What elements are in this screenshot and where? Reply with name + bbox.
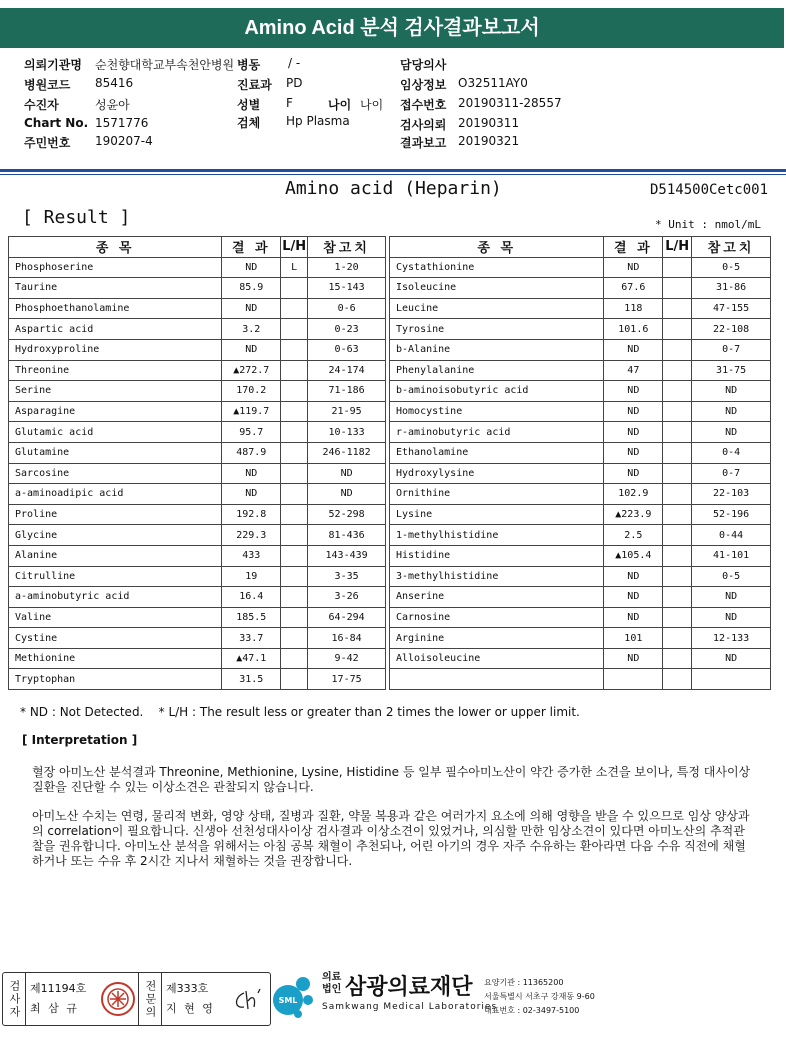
table-row — [9, 669, 386, 690]
header-ref: 참고치 — [308, 237, 386, 258]
analyte-lh — [281, 587, 308, 608]
analyte-reference: 24-174 — [308, 360, 386, 381]
institution-number: 요양기관 : 11365200 — [484, 978, 564, 987]
analyte-name: Lysine — [390, 504, 604, 525]
table-row — [390, 484, 771, 505]
table-row — [390, 628, 771, 649]
analyte-lh — [281, 607, 308, 628]
analyte-lh — [281, 525, 308, 546]
report-date-value: 20190321 — [458, 134, 520, 148]
analyte-result: 102.9 — [604, 484, 663, 505]
analyte-result: 33.7 — [222, 628, 281, 649]
results-table-left — [8, 236, 386, 690]
analyte-reference: 0-44 — [692, 525, 771, 546]
analyte-reference: ND — [692, 401, 771, 422]
analyte-result: ND — [604, 442, 663, 463]
analyte-reference: 3-26 — [308, 587, 386, 608]
chart-value: 1571776 — [95, 116, 149, 130]
analyte-name: Carnosine — [390, 607, 604, 628]
analyte-name: Aspartic acid — [9, 319, 222, 340]
analyte-reference: 10-133 — [308, 422, 386, 443]
analyte-result: ▲105.4 — [604, 545, 663, 566]
analyte-name — [390, 669, 604, 690]
analyte-name: 1-methylhistidine — [390, 525, 604, 546]
analyte-lh — [663, 422, 692, 443]
analyte-reference: ND — [692, 607, 771, 628]
analyte-result: ND — [222, 463, 281, 484]
analyte-name: Valine — [9, 607, 222, 628]
interpretation-header: [ Interpretation ] — [22, 733, 138, 747]
sex-label: 성별 — [237, 98, 261, 112]
table-row — [390, 257, 771, 278]
table-row — [9, 525, 386, 546]
analyte-lh — [663, 566, 692, 587]
analyte-reference: 47-155 — [692, 298, 771, 319]
report-title: Amino Acid 분석 검사결과보고서 — [0, 8, 784, 48]
org-name: 삼광의료재단 — [345, 975, 473, 1000]
analyte-lh — [663, 628, 692, 649]
analyte-result: ND — [222, 484, 281, 505]
analyte-lh — [663, 298, 692, 319]
examiner-label: 검사자 — [3, 973, 26, 1025]
analyte-result: 118 — [604, 298, 663, 319]
interpretation-body — [32, 765, 752, 883]
analyte-reference: 143-439 — [308, 545, 386, 566]
analyte-name: Cystine — [9, 628, 222, 649]
ward-value: / - — [288, 56, 301, 70]
analyte-result: 47 — [604, 360, 663, 381]
table-row — [9, 587, 386, 608]
table-row — [9, 442, 386, 463]
clinical-label: 임상정보 — [400, 78, 447, 92]
analyte-result: ▲119.7 — [222, 401, 281, 422]
analyte-name: Threonine — [9, 360, 222, 381]
code-value: 85416 — [95, 76, 134, 90]
table-row — [390, 381, 771, 402]
analyte-lh — [663, 257, 692, 278]
analyte-reference: 1-20 — [308, 257, 386, 278]
analyte-result: ND — [604, 566, 663, 587]
seal-icon — [100, 981, 136, 1017]
analyte-result: 487.9 — [222, 442, 281, 463]
dept-value: PD — [286, 76, 303, 90]
analyte-reference: 0-5 — [692, 257, 771, 278]
analyte-result — [604, 669, 663, 690]
table-row — [390, 669, 771, 690]
analyte-lh — [281, 360, 308, 381]
analyte-name: 3-methylhistidine — [390, 566, 604, 587]
analyte-result: ▲223.9 — [604, 504, 663, 525]
analyte-name: Cystathionine — [390, 257, 604, 278]
footnote: * ND : Not Detected. * L/H : The result less or greater than 2 times the lower or upper limit. — [20, 705, 580, 719]
analyte-name: a-aminobutyric acid — [9, 587, 222, 608]
table-row — [9, 463, 386, 484]
specialist-name: 지 현 영 — [166, 1002, 215, 1015]
analyte-name: Ornithine — [390, 484, 604, 505]
dept-label: 진료과 — [237, 78, 272, 92]
table-row — [9, 298, 386, 319]
analyte-lh — [663, 463, 692, 484]
logo-text: SML — [278, 996, 298, 1005]
analyte-lh — [663, 545, 692, 566]
analyte-result: ND — [604, 339, 663, 360]
analyte-name: Alloisoleucine — [390, 648, 604, 669]
analyte-name: b-Alanine — [390, 339, 604, 360]
analyte-result: ND — [604, 648, 663, 669]
analyte-name: Proline — [9, 504, 222, 525]
org-phone: 대표번호 : 02-3497-5100 — [484, 1006, 580, 1015]
analyte-reference: ND — [308, 463, 386, 484]
header-lh: L/H — [663, 237, 692, 258]
analyte-result: ND — [604, 587, 663, 608]
table-row — [9, 484, 386, 505]
analyte-lh — [281, 278, 308, 299]
table-row — [390, 422, 771, 443]
table-row — [9, 319, 386, 340]
analyte-name: Histidine — [390, 545, 604, 566]
table-row — [390, 545, 771, 566]
analyte-lh: L — [281, 257, 308, 278]
analyte-reference: 81-436 — [308, 525, 386, 546]
analyte-result: ND — [604, 422, 663, 443]
analyte-name: Leucine — [390, 298, 604, 319]
table-row — [390, 319, 771, 340]
analyte-name: Phenylalanine — [390, 360, 604, 381]
test-name: Amino acid (Heparin) — [285, 178, 502, 199]
table-row — [9, 381, 386, 402]
analyte-reference: ND — [692, 422, 771, 443]
analyte-reference: 52-298 — [308, 504, 386, 525]
analyte-lh — [281, 463, 308, 484]
org-address: 서울특별시 서초구 강재동 9-60 — [484, 992, 595, 1001]
header-result: 결 과 — [222, 237, 281, 258]
analyte-reference: 52-196 — [692, 504, 771, 525]
report-code: D514500Cetc001 — [650, 182, 769, 198]
analyte-reference: 22-108 — [692, 319, 771, 340]
analyte-lh — [663, 504, 692, 525]
table-row — [9, 422, 386, 443]
analyte-reference: 15-143 — [308, 278, 386, 299]
analyte-name: Methionine — [9, 648, 222, 669]
patient-value: 성윤아 — [95, 98, 130, 112]
analyte-name: Tryptophan — [9, 669, 222, 690]
ward-label: 병동 — [237, 58, 261, 72]
examiner-number: 제11194호 — [30, 982, 87, 995]
analyte-reference: 0-63 — [308, 339, 386, 360]
analyte-lh — [281, 484, 308, 505]
table-row — [390, 504, 771, 525]
divider-thin — [0, 174, 786, 175]
analyte-result: 85.9 — [222, 278, 281, 299]
analyte-result: 192.8 — [222, 504, 281, 525]
analyte-name: Ethanolamine — [390, 442, 604, 463]
table-row — [390, 360, 771, 381]
request-label: 검사의뢰 — [400, 118, 447, 132]
org-type: 의료법인 — [322, 972, 342, 995]
analyte-name: Citrulline — [9, 566, 222, 587]
doctor-label: 담당의사 — [400, 58, 447, 72]
analyte-name: a-aminoadipic acid — [9, 484, 222, 505]
table-row — [9, 648, 386, 669]
analyte-result: ND — [604, 463, 663, 484]
analyte-lh — [281, 442, 308, 463]
analyte-result: 2.5 — [604, 525, 663, 546]
analyte-result: 101.6 — [604, 319, 663, 340]
table-row — [9, 607, 386, 628]
interpretation-paragraph: 혈장 아미노산 분석결과 Threonine, Methionine, Lysine, Histidine 등 일부 필수아미노산이 약간 증가한 소견을 보이나, 특정 대사이상질환을 진단할 수 있는 이상소견은 관찰되지 않습니다. — [32, 765, 751, 794]
table-row — [390, 278, 771, 299]
analyte-reference: 64-294 — [308, 607, 386, 628]
table-row — [9, 566, 386, 587]
analyte-result: 185.5 — [222, 607, 281, 628]
specialist-label: 전문의 — [139, 973, 162, 1025]
patient-label: 수진자 — [24, 98, 59, 112]
analyte-reference — [692, 669, 771, 690]
interpretation-paragraph: 아미노산 수치는 연령, 물리적 변화, 영양 상태, 질병과 질환, 약물 복용과 같은 여러가지 요소에 의해 영향을 받을 수 있으므로 임상 양상과의 correlation이 필요합니다. 신생아 선천성대사이상 검사결과 이상소견이 있었거나, 의심할 만한 임상소견이 있다면 아미노산의 추적관찰을 권유합니다. 아미노산 분석을 위해서는 아침 공복 채혈이 추천되나, 어린 아기의 경우 자주 수유하는 환아라면 다음 수유 직전에 채혈하거나 또는 수유 후 2시간 지나서 채혈하는 것을 권장합니다. — [32, 809, 750, 868]
analyte-lh — [663, 278, 692, 299]
table-row — [390, 401, 771, 422]
analyte-reference: 22-103 — [692, 484, 771, 505]
analyte-name: Isoleucine — [390, 278, 604, 299]
header-name: 종 목 — [9, 237, 222, 258]
analyte-reference: 71-186 — [308, 381, 386, 402]
analyte-lh — [281, 339, 308, 360]
analyte-lh — [281, 566, 308, 587]
chart-label: Chart No. — [24, 116, 89, 130]
unit-note: * Unit : nmol/mL — [655, 218, 761, 231]
analyte-lh — [663, 587, 692, 608]
reception-label: 접수번호 — [400, 98, 447, 112]
header-lh: L/H — [281, 237, 308, 258]
table-row — [9, 504, 386, 525]
footer — [0, 968, 786, 1030]
specimen-value: Hp Plasma — [286, 114, 350, 128]
analyte-result: 101 — [604, 628, 663, 649]
specialist-number: 제333호 — [166, 982, 209, 995]
analyte-result: ND — [604, 607, 663, 628]
rrn-label: 주민번호 — [24, 136, 71, 150]
hospital-value: 순천향대학교부속천안병원 — [95, 58, 235, 72]
analyte-reference: 16-84 — [308, 628, 386, 649]
divider-thick — [0, 169, 786, 172]
reception-value: 20190311-28557 — [458, 96, 562, 110]
analyte-reference: 246-1182 — [308, 442, 386, 463]
analyte-lh — [663, 607, 692, 628]
results-table-right — [389, 236, 771, 690]
table-row — [390, 298, 771, 319]
analyte-name: Arginine — [390, 628, 604, 649]
analyte-name: Hydroxyproline — [9, 339, 222, 360]
analyte-name: Glycine — [9, 525, 222, 546]
analyte-lh — [281, 319, 308, 340]
analyte-lh — [281, 422, 308, 443]
analyte-reference: 31-75 — [692, 360, 771, 381]
analyte-result: 16.4 — [222, 587, 281, 608]
analyte-lh — [281, 545, 308, 566]
analyte-lh — [281, 628, 308, 649]
signature-box — [2, 972, 271, 1026]
analyte-result: ▲47.1 — [222, 648, 281, 669]
analyte-reference: 0-23 — [308, 319, 386, 340]
analyte-name: Anserine — [390, 587, 604, 608]
analyte-lh — [281, 381, 308, 402]
analyte-reference: 9-42 — [308, 648, 386, 669]
analyte-name: Asparagine — [9, 401, 222, 422]
table-row — [9, 278, 386, 299]
analyte-name: Phosphoethanolamine — [9, 298, 222, 319]
analyte-reference: 12-133 — [692, 628, 771, 649]
result-header: [ Result ] — [22, 207, 131, 228]
analyte-lh — [663, 648, 692, 669]
analyte-reference: ND — [308, 484, 386, 505]
analyte-lh — [663, 339, 692, 360]
analyte-reference: 0-7 — [692, 339, 771, 360]
analyte-result: 3.2 — [222, 319, 281, 340]
analyte-lh — [281, 648, 308, 669]
analyte-result: ND — [222, 298, 281, 319]
table-row — [390, 442, 771, 463]
analyte-name: Serine — [9, 381, 222, 402]
analyte-name: Tyrosine — [390, 319, 604, 340]
table-row — [390, 607, 771, 628]
analyte-result: ND — [604, 257, 663, 278]
analyte-name: Glutamic acid — [9, 422, 222, 443]
analyte-result: ▲272.7 — [222, 360, 281, 381]
hospital-label: 의뢰기관명 — [24, 58, 82, 72]
examiner-block — [26, 973, 139, 1025]
analyte-lh — [281, 298, 308, 319]
analyte-name: Homocystine — [390, 401, 604, 422]
analyte-result: 170.2 — [222, 381, 281, 402]
table-row — [9, 628, 386, 649]
signature-scribble-icon — [232, 987, 264, 1013]
examiner-name: 최 삼 규 — [30, 1002, 79, 1015]
analyte-reference: ND — [692, 648, 771, 669]
analyte-lh — [281, 669, 308, 690]
table-row — [9, 257, 386, 278]
header-ref: 참고치 — [692, 237, 771, 258]
analyte-name: b-aminoisobutyric acid — [390, 381, 604, 402]
analyte-reference: 0-4 — [692, 442, 771, 463]
analyte-lh — [663, 401, 692, 422]
table-row — [9, 360, 386, 381]
analyte-reference: 0-5 — [692, 566, 771, 587]
sex-value: F — [286, 96, 293, 110]
table-row — [9, 401, 386, 422]
analyte-name: Taurine — [9, 278, 222, 299]
analyte-result: 229.3 — [222, 525, 281, 546]
specimen-label: 검체 — [237, 116, 261, 130]
analyte-name: Hydroxylysine — [390, 463, 604, 484]
table-row — [390, 587, 771, 608]
analyte-lh — [663, 319, 692, 340]
analyte-reference: ND — [692, 381, 771, 402]
analyte-result: 19 — [222, 566, 281, 587]
header-name: 종 목 — [390, 237, 604, 258]
analyte-reference: 17-75 — [308, 669, 386, 690]
analyte-reference: 3-35 — [308, 566, 386, 587]
analyte-lh — [663, 484, 692, 505]
table-row — [9, 339, 386, 360]
analyte-name: Alanine — [9, 545, 222, 566]
analyte-name: Glutamine — [9, 442, 222, 463]
report-date-label: 결과보고 — [400, 136, 447, 150]
analyte-name: r-aminobutyric acid — [390, 422, 604, 443]
sml-logo-icon — [268, 970, 318, 1020]
table-row — [390, 648, 771, 669]
analyte-reference: 31-86 — [692, 278, 771, 299]
header-result: 결 과 — [604, 237, 663, 258]
analyte-result: 95.7 — [222, 422, 281, 443]
clinical-value: O32511AY0 — [458, 76, 528, 90]
request-value: 20190311 — [458, 116, 520, 130]
analyte-reference: ND — [692, 587, 771, 608]
analyte-reference: 0-6 — [308, 298, 386, 319]
analyte-lh — [281, 401, 308, 422]
analyte-lh — [663, 442, 692, 463]
analyte-lh — [663, 669, 692, 690]
analyte-reference: 21-95 — [308, 401, 386, 422]
age-value: 나이 — [360, 98, 384, 112]
table-row — [390, 463, 771, 484]
analyte-name: Sarcosine — [9, 463, 222, 484]
analyte-reference: 41-101 — [692, 545, 771, 566]
analyte-result: ND — [222, 339, 281, 360]
code-label: 병원코드 — [24, 78, 71, 92]
table-row — [390, 525, 771, 546]
table-row — [390, 339, 771, 360]
org-contact — [484, 976, 595, 1018]
analyte-result: ND — [604, 401, 663, 422]
analyte-lh — [663, 525, 692, 546]
analyte-name: Phosphoserine — [9, 257, 222, 278]
table-row — [9, 545, 386, 566]
rrn-value: 190207-4 — [95, 134, 153, 148]
analyte-lh — [281, 504, 308, 525]
analyte-result: 433 — [222, 545, 281, 566]
analyte-result: 31.5 — [222, 669, 281, 690]
table-row — [390, 566, 771, 587]
analyte-result: ND — [222, 257, 281, 278]
analyte-result: ND — [604, 381, 663, 402]
org-english: Samkwang Medical Laboratories — [322, 1002, 498, 1012]
age-label: 나이 — [328, 98, 352, 112]
analyte-reference: 0-7 — [692, 463, 771, 484]
specialist-block — [162, 973, 270, 1025]
analyte-lh — [663, 360, 692, 381]
analyte-result: 67.6 — [604, 278, 663, 299]
analyte-lh — [663, 381, 692, 402]
